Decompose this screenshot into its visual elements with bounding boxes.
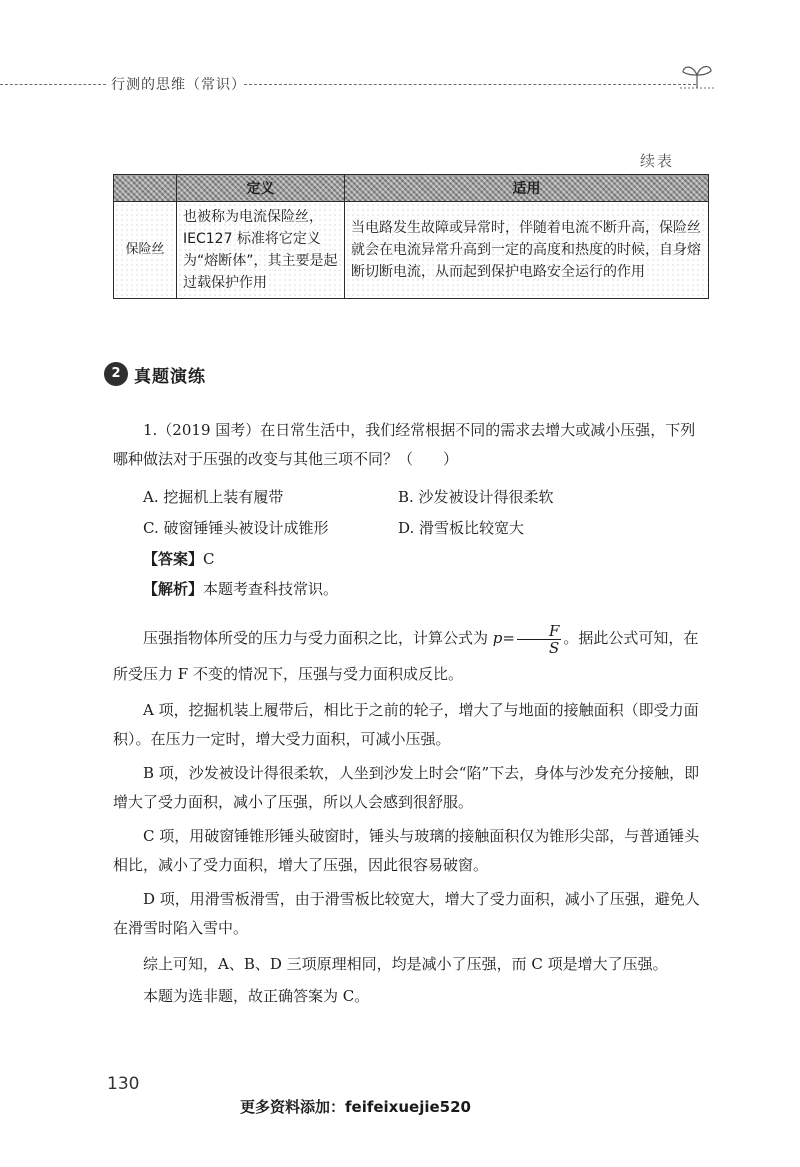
section-number-badge: 2 [104, 362, 128, 386]
formula-text-before: 压强指物体所受的压力与受力面积之比，计算公式为 [143, 629, 493, 647]
header-rule-right [244, 84, 696, 85]
analysis-intro: 本题考查科技常识。 [203, 580, 339, 598]
analysis-formula-paragraph [113, 620, 709, 692]
header-rule-left [0, 84, 106, 85]
analysis-line [143, 578, 338, 599]
running-header-title: 行测的思维（常识） [111, 77, 246, 93]
continued-table-label: 续表 [640, 152, 675, 170]
option-c: C. 破窗锤锤头被设计成锥形 [143, 519, 329, 537]
analysis-option-a: A 项，挖掘机装上履带后，相比于之前的轮子，增大了与地面的接触面积（即受力面积）。在压力一定时，增大受力面积，可减小压强。 [113, 701, 699, 748]
answer-line [143, 548, 215, 569]
section-title: 真题演练 [134, 367, 206, 387]
formula-numerator: F [517, 623, 561, 640]
answer-value: C [203, 550, 215, 568]
fuse-definition-table [113, 174, 709, 299]
analysis-option-c: C 项，用破窗锤锥形锤头破窗时，锤头与玻璃的接触面积仅为锥形尖部，与普通锤头相比，减小了受力面积，增大了压强，因此很容易破窗。 [113, 827, 700, 874]
option-a: A. 挖掘机上装有履带 [143, 488, 284, 506]
table-cell-application: 当电路发生故障或异常时，伴随着电流不断升高，保险丝就会在电流异常升高到一定的高度和热度的时候，自身熔断切断电流，从而起到保护电路安全运行的作用 [345, 202, 709, 299]
page-number: 130 [107, 1074, 140, 1094]
sprout-icon [680, 60, 714, 90]
analysis-label: 【解析】 [143, 580, 204, 598]
table-header-application: 适用 [345, 175, 709, 202]
analysis-summary: 综上可知，A、B、D 三项原理相同，均是减小了压强，而 C 项是增大了压强。 [143, 955, 668, 973]
formula-text-after: 。据此公式可知，在所受压力 F 不变的情况下，压强与受力面积成反比。 [113, 629, 699, 683]
table-header-definition: 定义 [177, 175, 345, 202]
formula-variable: p [492, 629, 503, 647]
analysis-option-b: B 项，沙发被设计得很柔软，人坐到沙发上时会“陷”下去，身体与沙发充分接触，即增大了受力面积，减小了压强，所以人会感到很舒服。 [113, 764, 700, 811]
table-cell-term: 保险丝 [114, 202, 177, 299]
question-stem: 1.（2019 国考）在日常生活中，我们经常根据不同的需求去增大或减小压强，下列哪种做法对于压强的改变与其他三项不同？（ ） [113, 421, 696, 468]
pressure-formula-fraction [517, 623, 561, 656]
option-d: D. 滑雪板比较宽大 [398, 519, 525, 537]
option-b: B. 沙发被设计得很柔软 [398, 488, 554, 506]
footer-note: 更多资料添加：feifeixuejie520 [240, 1098, 471, 1116]
answer-label: 【答案】 [143, 550, 204, 568]
table-header-blank [114, 175, 177, 202]
table-cell-definition: 也被称为电流保险丝，IEC127 标准将它定义为“熔断体”，其主要是起过载保护作用 [177, 202, 345, 299]
formula-equals: = [502, 629, 515, 647]
analysis-conclusion: 本题为选非题，故正确答案为 C。 [143, 987, 370, 1005]
table-row [114, 202, 709, 299]
table-header-row [114, 175, 709, 202]
analysis-option-d: D 项，用滑雪板滑雪，由于滑雪板比较宽大，增大了受力面积，减小了压强，避免人在滑雪时陷入雪中。 [113, 890, 700, 937]
formula-denominator: S [549, 638, 560, 657]
